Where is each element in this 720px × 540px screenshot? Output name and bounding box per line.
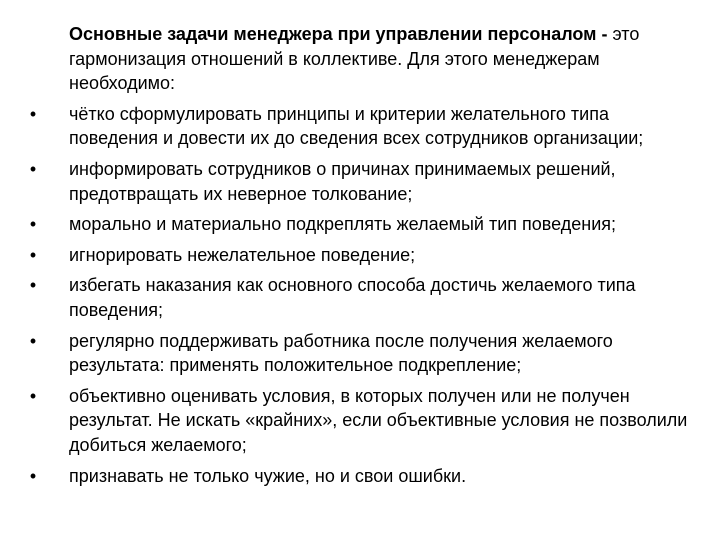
list-item bbox=[23, 243, 693, 268]
bullet-icon: • bbox=[29, 244, 37, 265]
intro-paragraph bbox=[69, 22, 693, 96]
intro-text: это гармонизация отношений в коллективе. Для этого менеджерам необходимо: bbox=[69, 24, 640, 94]
list-item-text: объективно оценивать условия, в которых получен или не получен результат. Не искать «крайних», если объективные условия не позволили добиться желаемого; bbox=[69, 385, 688, 455]
list-item-text: регулярно поддерживать работника после получения желаемого результата: применять положительное подкрепление; bbox=[69, 330, 613, 376]
list-item bbox=[23, 212, 693, 237]
bullet-icon: • bbox=[29, 385, 37, 406]
task-list bbox=[23, 102, 693, 488]
list-item-text: игнорировать нежелательное поведение; bbox=[69, 244, 416, 265]
list-item-text: морально и материально подкреплять желаемый тип поведения; bbox=[69, 214, 617, 235]
bullet-icon: • bbox=[29, 103, 37, 124]
bullet-icon: • bbox=[29, 158, 37, 179]
intro-title: Основные задачи менеджера при управлении персоналом bbox=[69, 24, 597, 44]
list-item bbox=[23, 464, 693, 489]
bullet-icon: • bbox=[29, 465, 37, 486]
list-item bbox=[23, 273, 693, 322]
intro-dash: - bbox=[596, 24, 613, 44]
list-item bbox=[23, 102, 693, 151]
slide-content bbox=[23, 22, 693, 488]
list-item bbox=[23, 157, 693, 206]
list-item-text: признавать не только чужие, но и свои ошибки. bbox=[69, 465, 467, 486]
list-item-text: информировать сотрудников о причинах принимаемых решений, предотвращать их неверное толкование; bbox=[69, 158, 616, 204]
bullet-icon: • bbox=[29, 330, 37, 351]
bullet-icon: • bbox=[29, 275, 37, 296]
bullet-icon: • bbox=[29, 214, 37, 235]
list-item bbox=[23, 384, 693, 458]
list-item-text: избегать наказания как основного способа достичь желаемого типа поведения; bbox=[69, 275, 636, 320]
list-item-text: чётко сформулировать принципы и критерии желательного типа поведения и довести их до сведения всех сотрудников организации; bbox=[69, 103, 644, 149]
list-item bbox=[23, 329, 693, 378]
